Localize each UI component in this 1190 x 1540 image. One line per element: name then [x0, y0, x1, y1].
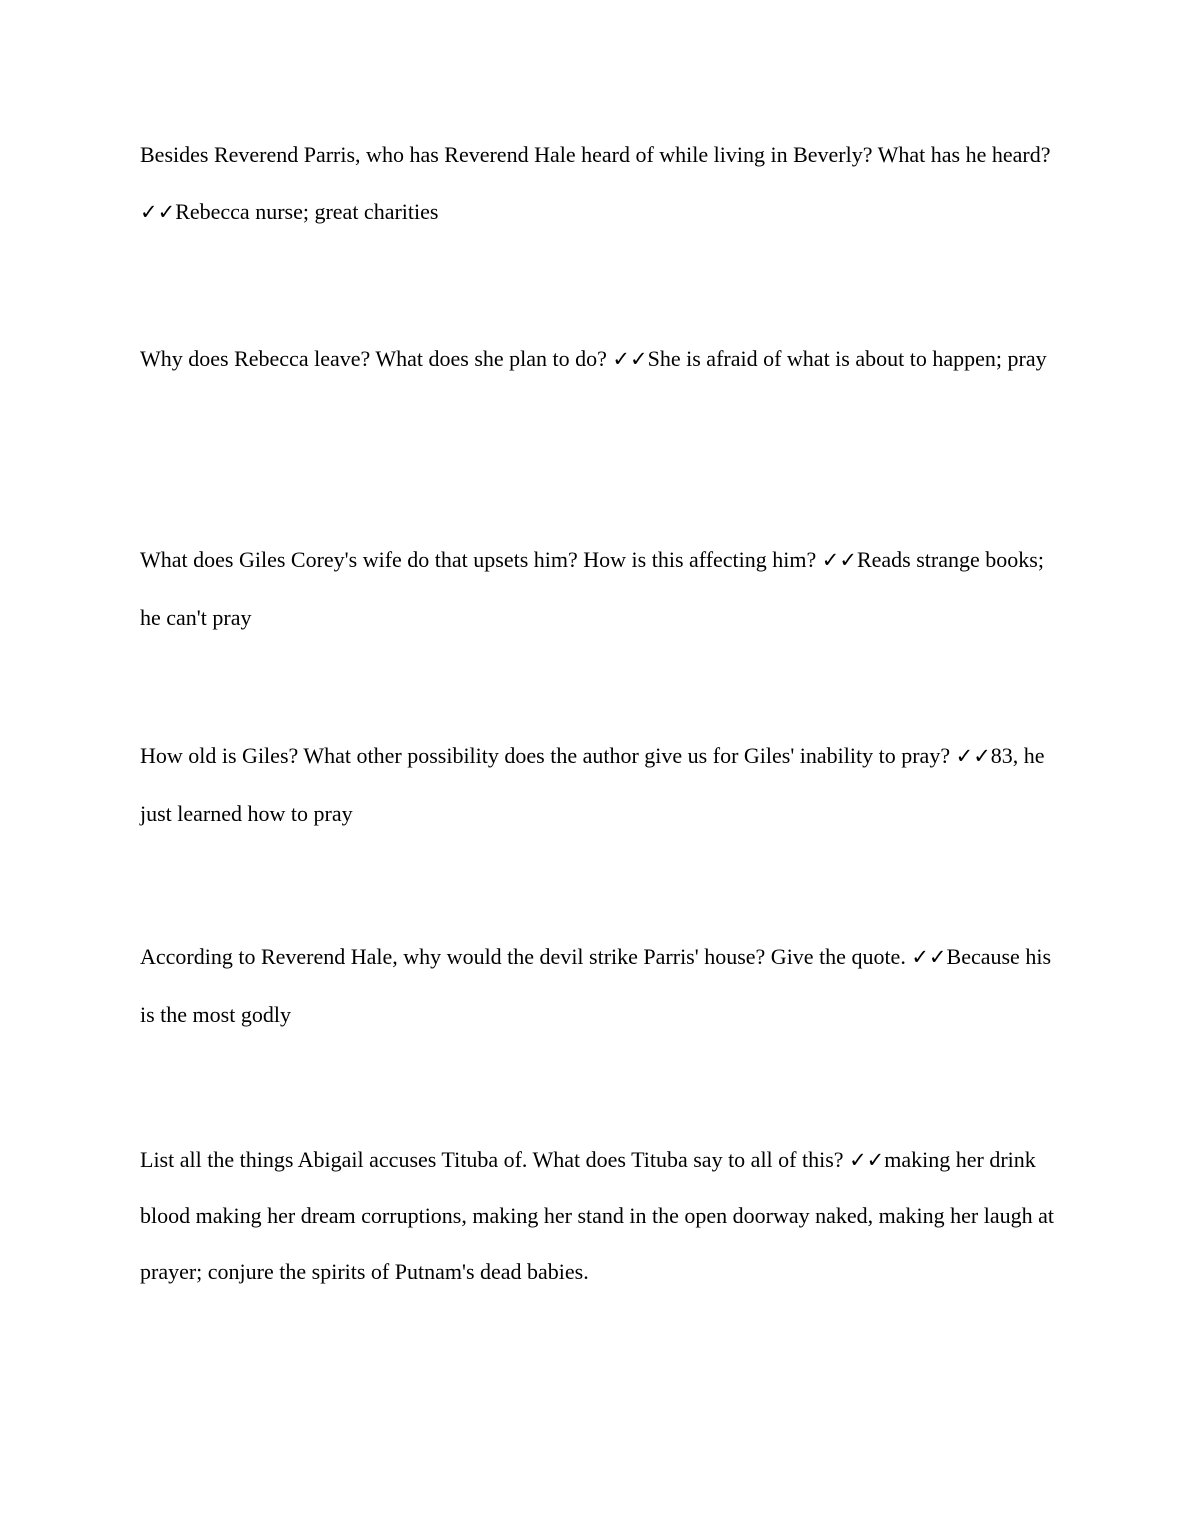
answer-text: Reads strange books; he can't pray: [140, 547, 1044, 630]
question-text: List all the things Abigail accuses Tituba of. What does Tituba say to all of this?: [140, 1147, 844, 1172]
question-text: Why does Rebecca leave? What does she plan to do?: [140, 346, 607, 371]
question-text: Besides Reverend Parris, who has Reverend Hale heard of while living in Beverly? What has he heard?: [140, 142, 1051, 167]
question-text: How old is Giles? What other possibility does the author give us for Giles' inability to pray?: [140, 743, 951, 768]
check-icon: ✓✓: [140, 200, 176, 224]
answer-text: Because his is the most godly: [140, 944, 1051, 1027]
answer-text: Rebecca nurse; great charities: [175, 199, 439, 224]
qa-item: [140, 330, 1060, 388]
answer-text: making her drink blood making her dream corruptions, making her stand in the open doorway naked, making her laugh at prayer; conjure the spirits of Putnam's dead babies.: [140, 1147, 1054, 1284]
check-icon: ✓✓: [911, 945, 947, 969]
qa-item: [140, 727, 1060, 842]
question-text: What does Giles Corey's wife do that upsets him? How is this affecting him?: [140, 547, 817, 572]
check-icon: ✓✓: [955, 744, 991, 768]
qa-item: [140, 1132, 1060, 1300]
qa-item: [140, 531, 1060, 646]
check-icon: ✓✓: [612, 347, 648, 371]
check-icon: ✓✓: [849, 1148, 885, 1172]
check-icon: ✓✓: [821, 548, 857, 572]
question-text: According to Reverend Hale, why would the devil strike Parris' house? Give the quote.: [140, 944, 906, 969]
qa-item: [140, 126, 1060, 241]
answer-text: 83, he just learned how to pray: [140, 743, 1045, 826]
answer-text: She is afraid of what is about to happen; pray: [647, 346, 1047, 371]
qa-item: [140, 928, 1060, 1043]
